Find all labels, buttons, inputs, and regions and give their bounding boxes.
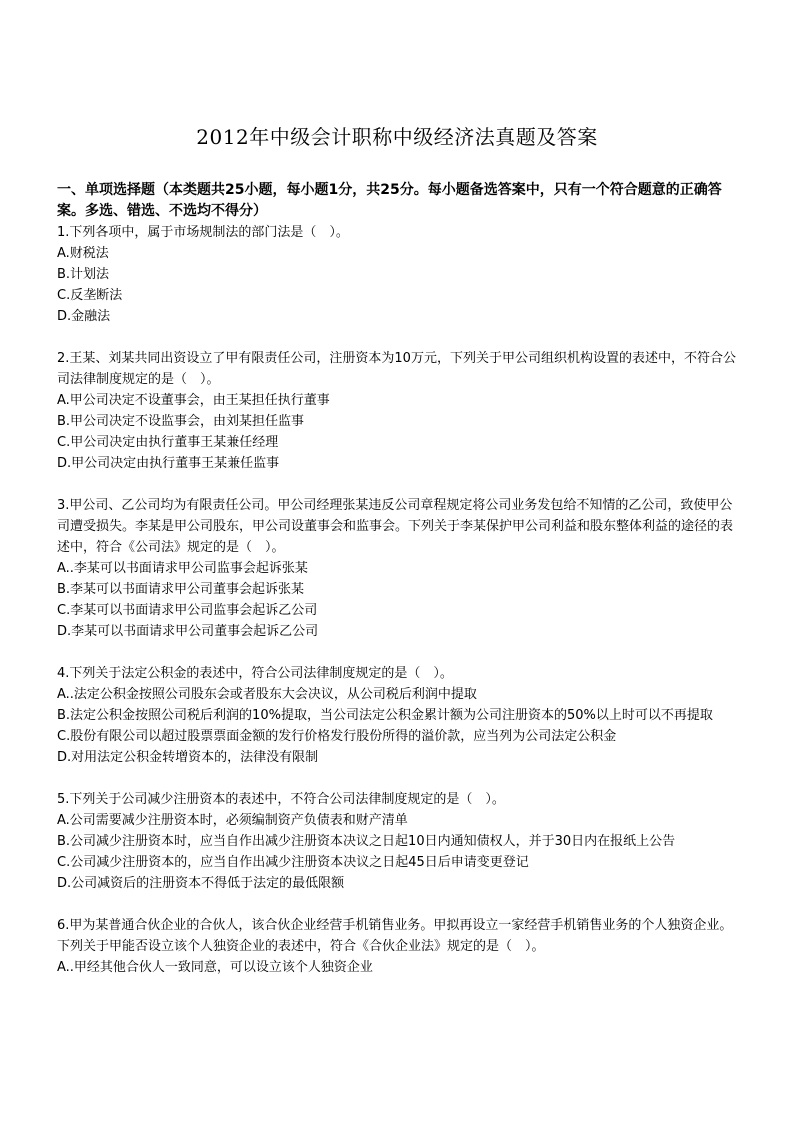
option-c: C.公司减少注册资本的，应当自作出减少注册资本决议之日起45日后申请变更登记 — [57, 855, 529, 870]
question-item — [57, 789, 737, 894]
option-d: D.对用法定公积金转增资本的，法律没有限制 — [57, 750, 319, 765]
question-item — [57, 663, 737, 768]
question-item — [57, 348, 737, 474]
question-item — [57, 915, 737, 978]
option-b: B.甲公司决定不设监事会，由刘某担任监事 — [57, 414, 305, 429]
option-a: A.财税法 — [57, 246, 109, 261]
option-a: A..甲经其他合伙人一致同意，可以设立该个人独资企业 — [57, 960, 373, 975]
question-stem: 2.王某、刘某共同出资设立了甲有限责任公司，注册资本为10万元，下列关于甲公司组织机构设置的表述中，不符合公司法律制度规定的是（ ）。 — [57, 351, 736, 387]
option-d: D.李某可以书面请求甲公司董事会起诉乙公司 — [57, 624, 319, 639]
option-b: B.李某可以书面请求甲公司董事会起诉张某 — [57, 582, 305, 597]
question-stem: 4.下列关于法定公积金的表述中，符合公司法律制度规定的是（ ）。 — [57, 666, 453, 681]
section-header: 一、单项选择题（本类题共25小题，每小题1分，共25分。每小题备选答案中，只有一个符合题意的正确答案。多选、错选、不选均不得分） — [57, 182, 722, 219]
option-a: A..法定公积金按照公司股东会或者股东大会决议，从公司税后利润中提取 — [57, 687, 477, 702]
question-item — [57, 222, 737, 327]
page-title: 2012年中级会计职称中级经济法真题及答案 — [196, 125, 598, 149]
option-a: A..李某可以书面请求甲公司监事会起诉张某 — [57, 561, 308, 576]
option-a: A.公司需要减少注册资本时，必须编制资产负债表和财产清单 — [57, 813, 408, 828]
option-c: C.甲公司决定由执行董事王某兼任经理 — [57, 435, 279, 450]
question-stem: 1.下列各项中，属于市场规制法的部门法是（ ）。 — [57, 225, 349, 240]
question-stem: 6.甲为某普通合伙企业的合伙人，该合伙企业经营手机销售业务。甲拟再设立一家经营手机销售业务的个人独资企业。下列关于甲能否设立该个人独资企业的表述中，符合《合伙企业法》规定的是（ ）。 — [57, 918, 733, 954]
option-d: D.甲公司决定由执行董事王某兼任监事 — [57, 456, 280, 471]
question-stem: 3.甲公司、乙公司均为有限责任公司。甲公司经理张某违反公司章程规定将公司业务发包给不知情的乙公司，致使甲公司遭受损失。李某是甲公司股东，甲公司设董事会和监事会。下列关于李某保护甲公司利益和股东整体利益的途径的表述中，符合《公司法》规定的是（ ）。 — [57, 498, 734, 555]
option-c: C.反垄断法 — [57, 288, 123, 303]
option-c: C.李某可以书面请求甲公司监事会起诉乙公司 — [57, 603, 318, 618]
option-d: D.金融法 — [57, 309, 111, 324]
option-b: B.公司减少注册资本时，应当自作出减少注册资本决议之日起10日内通知债权人，并于30日内在报纸上公告 — [57, 834, 676, 849]
question-list — [57, 222, 737, 999]
option-c: C.股份有限公司以超过股票票面金额的发行价格发行股份所得的溢价款，应当列为公司法定公积金 — [57, 729, 617, 744]
option-d: D.公司减资后的注册资本不得低于法定的最低限额 — [57, 876, 345, 891]
option-b: B.计划法 — [57, 267, 110, 282]
option-a: A.甲公司决定不设董事会，由王某担任执行董事 — [57, 393, 330, 408]
question-item — [57, 495, 737, 642]
option-b: B.法定公积金按照公司税后利润的10%提取，当公司法定公积金累计额为公司注册资本的50%以上时可以不再提取 — [57, 708, 713, 723]
question-stem: 5.下列关于公司减少注册资本的表述中，不符合公司法律制度规定的是（ ）。 — [57, 792, 505, 807]
